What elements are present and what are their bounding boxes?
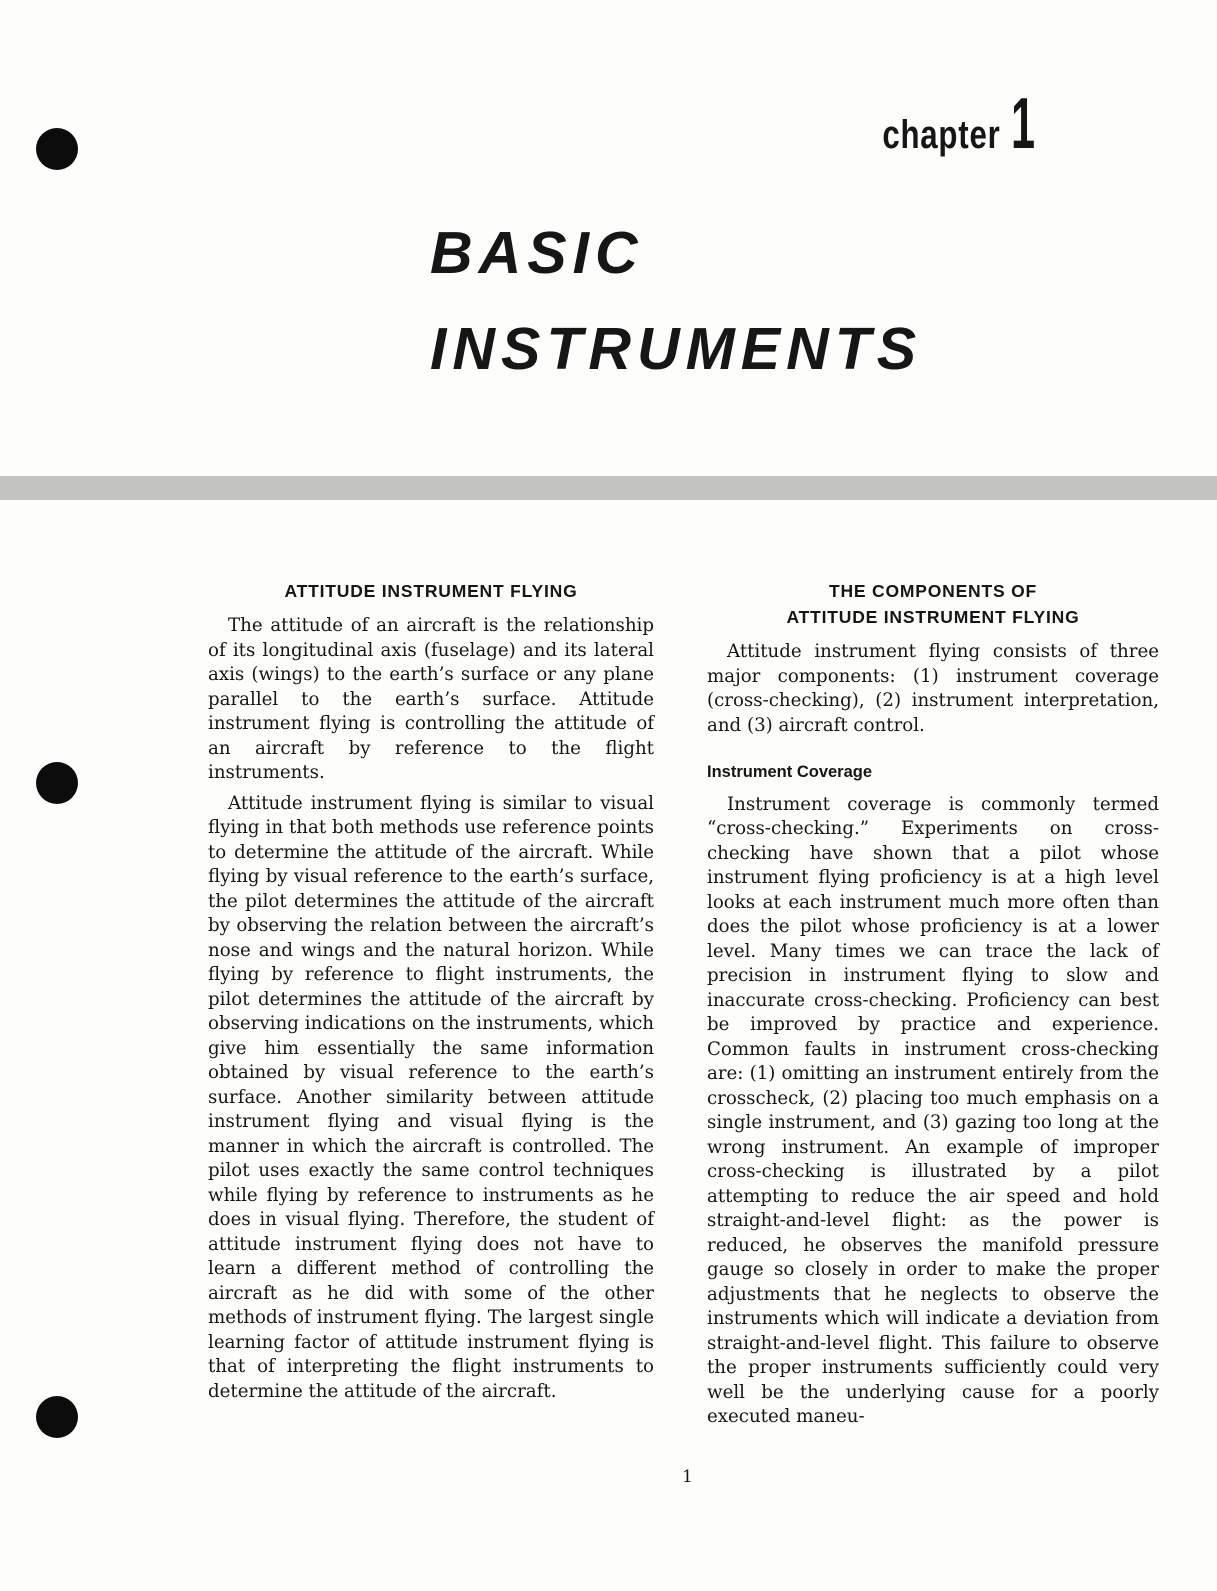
left-column <box>208 578 654 1410</box>
page-number: 1 <box>682 1467 693 1487</box>
right-column <box>707 578 1159 1436</box>
binder-hole-bottom <box>36 1396 78 1438</box>
paragraph: Attitude instrument flying consists of three major components: (1) instrument coverage (cross-checking), (2) instrument interpretation, and (3) aircraft control. <box>707 641 1159 736</box>
chapter-label: chapter <box>882 113 1001 157</box>
heading-line-1: THE COMPONENTS OF <box>828 581 1038 601</box>
heading-line-2: ATTITUDE INSTRUMENT FLYING <box>786 607 1080 627</box>
paragraph: Attitude instrument flying is similar to visual flying in that both methods use reference points to determine the attitude of the aircraft. While flying by visual reference to the earth’s surface, the pilot determines the attitude of the aircraft by observing the relation between the aircraft’s nose and wings and the natural horizon. While flying by reference to flight instruments, the pilot determines the attitude of the aircraft by observing indications on the instruments, which give him essentially the same information obtained by visual reference to the earth’s surface. Another similarity between attitude instrument flying and visual flying is the manner in which the aircraft is controlled. The pilot uses exactly the same control techniques while flying by reference to instruments as he does in visual flying. Therefore, the student of attitude instrument flying does not have to learn a different method of controlling the aircraft as he did with some of the other methods of instrument flying. The largest single learning factor of attitude instrument flying is that of interpreting the flight instruments to determine the attitude of the aircraft. <box>208 792 654 1402</box>
chapter-heading <box>849 84 1051 164</box>
header-divider-band <box>0 476 1217 500</box>
title-line-1: BASIC <box>430 220 644 286</box>
paragraph: Instrument coverage is commonly termed “cross-checking.” Experiments on cross-checking have shown that a pilot whose instrument flying proficiency is at a high level looks at each instrument much more often than does the pilot whose proficiency is at a lower level. Many times we can trace the lack of precision in instrument flying to slow and inaccurate cross-checking. Proficiency can best be improved by practice and experience. Common faults in instrument cross-checking are: (1) omitting an instrument entirely from the crosscheck, (2) placing too much emphasis on a single instrument, and (3) gazing too long at the wrong instrument. An example of improper cross-checking is illustrated by a pilot attempting to reduce the air speed and hold straight-and-level flight: as the power is reduced, he observes the manifold pressure gauge so closely in order to make the proper adjustments that he neglects to observe the instruments which will indicate a deviation from straight-and-level flight. This failure to observe the proper instruments sufficiently could very well be the underlying cause for a poorly executed maneu- <box>707 793 1159 1427</box>
binder-hole-top <box>36 128 78 170</box>
paragraph: The attitude of an aircraft is the relationship of its longitudinal axis (fuselage) and its lateral axis (wings) to the earth’s surface or any plane parallel to the earth’s surface. Attitude instrument flying is controlling the attitude of an aircraft by reference to the flight instruments. <box>208 615 654 783</box>
section-heading-attitude: ATTITUDE INSTRUMENT FLYING <box>284 581 578 601</box>
binder-hole-middle <box>36 762 78 804</box>
title-line-2: INSTRUMENTS <box>430 316 923 382</box>
page-title <box>430 205 922 397</box>
chapter-number: 1 <box>1010 84 1035 164</box>
subheading-instrument-coverage: Instrument Coverage <box>707 763 873 781</box>
section-heading-components <box>707 578 1159 630</box>
